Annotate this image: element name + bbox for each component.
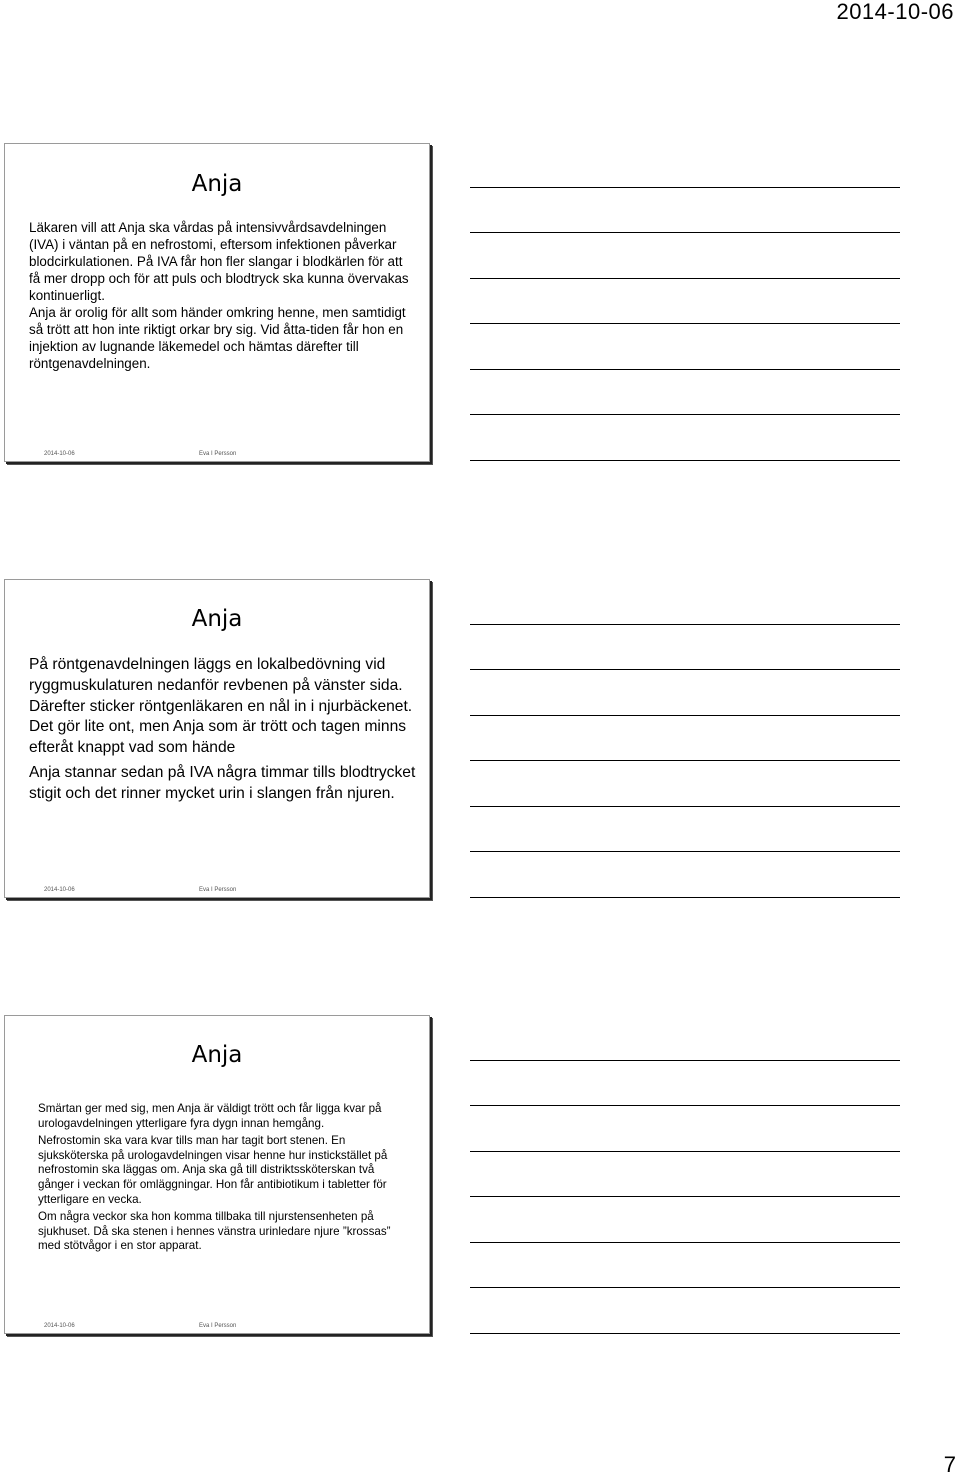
note-lines-2 (470, 579, 900, 898)
footer-date: 2014-10-06 (44, 451, 75, 457)
page-number: 7 (943, 1452, 956, 1477)
note-line (470, 1061, 900, 1107)
slide-2 (4, 579, 430, 898)
footer-date: 2014-10-06 (44, 887, 75, 893)
note-line (470, 324, 900, 370)
note-line (470, 807, 900, 853)
note-line (470, 579, 900, 625)
slide-title: Anja (191, 1042, 243, 1068)
slide-body (38, 1102, 396, 1254)
note-line (470, 1106, 900, 1152)
note-line (470, 1288, 900, 1334)
note-line (470, 415, 900, 461)
slide-title: Anja (191, 171, 243, 197)
note-line (470, 1015, 900, 1061)
slide-body (29, 219, 414, 372)
note-line (470, 1243, 900, 1289)
page-header-date: 2014-10-06 (836, 0, 954, 24)
slide-paragraph: Anja stannar sedan på IVA några timmar tills blodtrycket stigit och det rinner mycket urin i slangen från njuren. (29, 763, 416, 802)
note-lines-1 (470, 142, 900, 461)
note-line (470, 1152, 900, 1198)
footer-author: Eva I Persson (199, 1323, 237, 1329)
slide-paragraph: Om några veckor ska hon komma tillbaka till njurstensenheten på sjukhuset. Då ska stenen i hennes vänstra urinledare njure ”krossas” med stötvågor i en stor apparat. (38, 1210, 391, 1253)
slide-body (29, 655, 419, 805)
note-line (470, 279, 900, 325)
note-line (470, 142, 900, 188)
slide-paragraph: Smärtan ger med sig, men Anja är väldigt trött och får ligga kvar på urologavdelningen ytterligare fyra dygn innan hemgång. (38, 1102, 382, 1130)
note-lines-3 (470, 1015, 900, 1334)
footer-author: Eva I Persson (199, 887, 237, 893)
note-line (470, 1197, 900, 1243)
note-line (470, 233, 900, 279)
note-line (470, 370, 900, 416)
slide-paragraph: Nefrostomin ska vara kvar tills man har tagit bort stenen. En sjuksköterska på urologavdelningen visar henne hur instickstället på nefrostomin ska läggas om. Anja ska gå till distriktssköterskan två gånger i veckan för omläggningar. Hon får antibiotikum i tabletter för ytterligare en vecka. (38, 1134, 388, 1206)
note-line (470, 188, 900, 234)
note-line (470, 852, 900, 898)
slide-3 (4, 1015, 430, 1334)
note-line (470, 761, 900, 807)
footer-author: Eva I Persson (199, 451, 237, 457)
slide-paragraph: På röntgenavdelningen läggs en lokalbedövning vid ryggmuskulaturen nedanför revbenen på vänster sida. Därefter sticker röntgenläkaren en nål in i njurbäckenet. Det gör lite ont, men Anja som är trött och tagen minns efteråt knappt vad som hände (29, 656, 413, 757)
slide-title: Anja (191, 606, 243, 632)
footer-date: 2014-10-06 (44, 1323, 75, 1329)
slide-paragraph: Anja är orolig för allt som händer omkring henne, men samtidigt så trött att hon inte riktigt orkar bry sig. Vid åtta-tiden får hon en injektion av lugnande läkemedel och hämtas därefter till röntgenavdelningen. (29, 305, 406, 371)
note-line (470, 670, 900, 716)
slide-paragraph: Läkaren vill att Anja ska vårdas på intensivvårdsavdelningen (IVA) i väntan på en nefrostomi, eftersom infektionen påverkar blodcirkulationen. På IVA får hon fler slangar i blodkärlen för att få mer dropp och för att puls och blodtryck ska kunna övervakas kontinuerligt. (29, 220, 409, 303)
note-line (470, 625, 900, 671)
note-line (470, 716, 900, 762)
slide-1 (4, 143, 430, 462)
